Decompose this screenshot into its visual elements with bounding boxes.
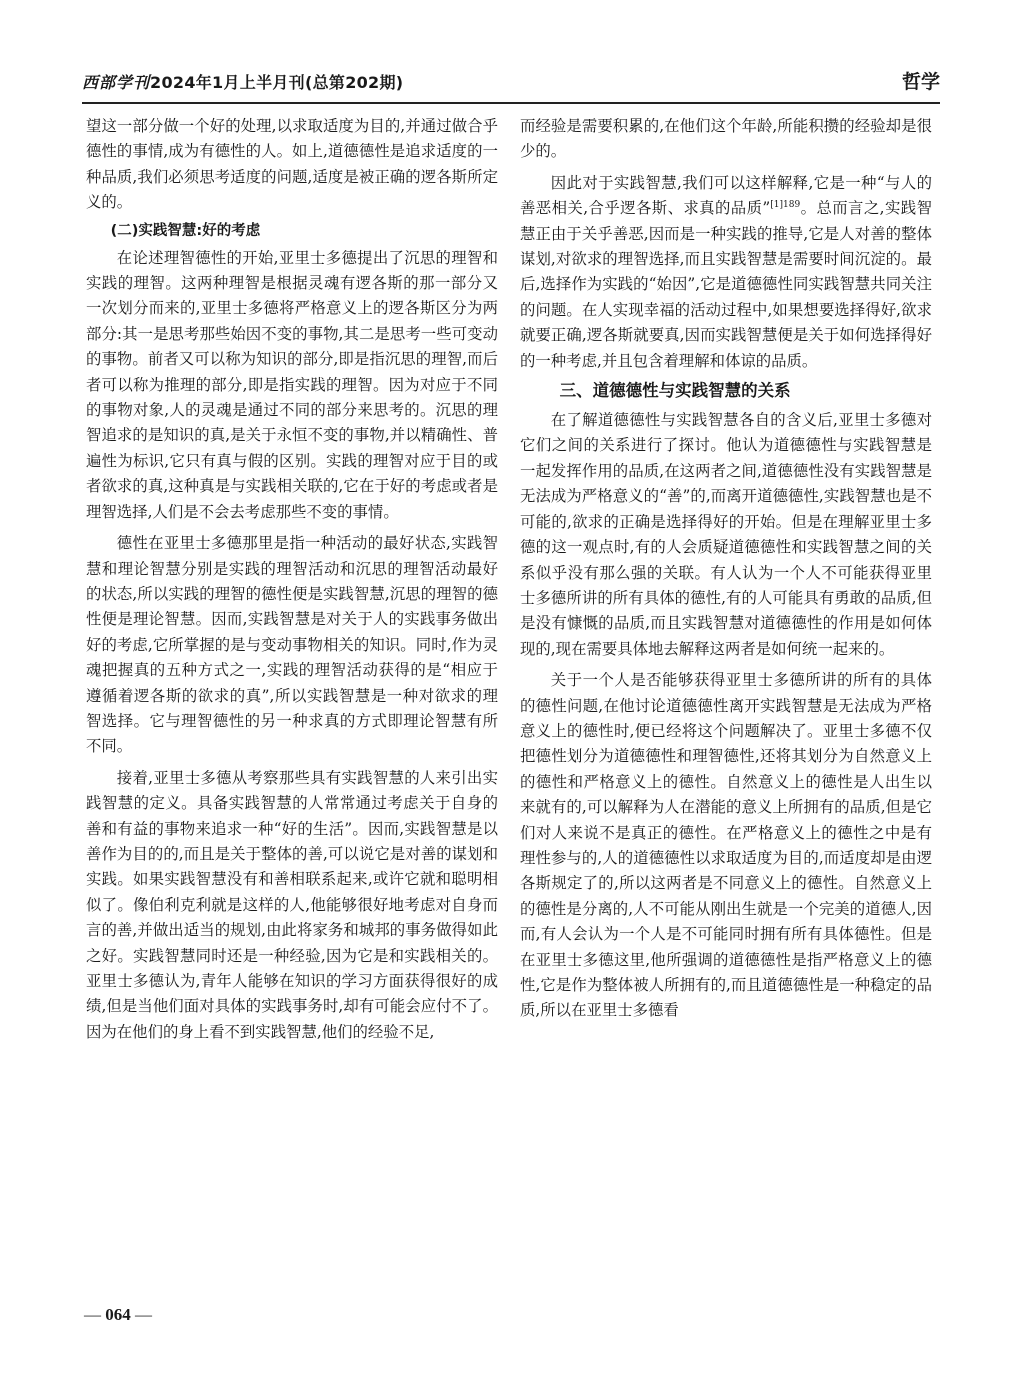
page-number-dash: — — [84, 1305, 101, 1324]
paragraph-text: 因此对于实践智慧,我们可以这样解释,它是一种“与人的善恶相关,合乎逻各斯、求真的品质” — [520, 173, 932, 218]
citation: [1]189 — [770, 200, 801, 211]
paragraph: 关于一个人是否能够获得亚里士多德所讲的所有的具体的德性问题,在他讨论道德德性离开实践智慧是无法成为严格意义上的德性时,便已经将这个问题解决了。亚里士多德不仅把德性划分为道德德性和理智德性,还将其划分为自然意义上的德性和严格意义上的德性。自然意义上的德性是人出生以来就有的,可以解释为人在潜能的意义上所拥有的品质,但是它们对人来说不是真正的德性。在严格意义上的德性之中是有理性参与的,人的道德德性以求取适度为目的,而适度却是由逻各斯规定了的,所以这两者是不同意义上的德性。自然意义上的德性是分离的,人不可能从刚出生就是一个完美的道德人,因而,有人会认为一个人是不可能同时拥有所有具体德性。但是在亚里士多德这里,他所强调的道德德性是指严格意义上的德性,它是作为整体被人所拥有的,而且道德德性是一种稳定的品质,所以在亚里士多德看 — [520, 671, 932, 1020]
paragraph: 在论述理智德性的开始,亚里士多德提出了沉思的理智和实践的理智。这两种理智是根据灵魂有逻各斯的那一部分又一次划分而来的,亚里士多德将严格意义上的逻各斯区分为两部分:其一是思考那些始因不变的事物,其二是思考一些可变动的事物。前者又可以称为知识的部分,即是指沉思的理智,而后者可以称为推理的部分,即是指实践的理智。因为对应于不同的事物对象,人的灵魂是通过不同的部分来思考的。沉思的理智追求的是知识的真,是关于永恒不变的事物,并以精确性、普遍性为标识,它只有真与假的区别。实践的理智对应于目的或者欲求的真,这种真是与实践相关联的,它在于好的考虑或者是理智选择,人们是不会去考虑那些不变的事情。 — [86, 248, 498, 521]
paragraph: 在了解道德德性与实践智慧各自的含义后,亚里士多德对它们之间的关系进行了探讨。他认为道德德性与实践智慧是一起发挥作用的品质,在这两者之间,道德德性没有实践智慧是无法成为严格意义的“善”的,而离开道德德性,实践智慧也是不可能的,欲求的正确是选择得好的开始。但是在理解亚里士多德的这一观点时,有的人会质疑道德德性和实践智慧之间的关系似乎没有那么强的关联。有人认为一个人不可能获得亚里士多德所讲的所有具体的德性,有的人可能具有勇敢的品质,但是没有慷慨的品质,而且实践智慧对道德德性的作用是如何体现的,现在需要具体地去解释这两者是如何统一起来的。 — [520, 411, 932, 658]
paragraph-text: 。总而言之,实践智慧正由于关乎善恶,因而是一种实践的推导,它是人对善的整体谋划,对欲求的理智选择,而且实践智慧是需要时间沉淀的。最后,选择作为实践的“始因”,它是道德德性同实践智慧共同关注的问题。在人实现幸福的活动过程中,如果想要选择得好,欲求就要正确,逻各斯就要真,因而实践智慧便是关于如何选择得好的一种考虑,并且包含着理解和体谅的品质。 — [520, 199, 932, 370]
page-number-dash: — — [135, 1305, 152, 1324]
journal-logo: 西部学刊 — [82, 73, 151, 92]
paragraph: 而经验是需要积累的,在他们这个年龄,所能积攒的经验却是很少的。 — [520, 117, 932, 161]
page-header — [82, 72, 940, 104]
paragraph-with-citation — [520, 171, 932, 374]
paragraph: 德性在亚里士多德那里是指一种活动的最好状态,实践智慧和理论智慧分别是实践的理智活动和沉思的理智活动最好的状态,所以实践的理智的德性便是实践智慧,沉思的理智的德性便是理论智慧。因而,实践智慧是对关于人的实践事务做出好的考虑,它所掌握的是与变动事物相关的知识。同时,作为灵魂把握真的五种方式之一,实践的理智活动获得的是“相应于遵循着逻各斯的欲求的真”,所以实践智慧是一种对欲求的理智选择。它与理智德性的另一种求真的方式即理论智慧有所不同。 — [86, 534, 498, 756]
paragraph: 接着,亚里士多德从考察那些具有实践智慧的人来引出实践智慧的定义。具备实践智慧的人常常通过考虑关于自身的善和有益的事物来追求一种“好的生活”。因而,实践智慧是以善作为目的的,而且是关于整体的善,可以说它是对善的谋划和实践。如果实践智慧没有和善相联系起来,或许它就和聪明相似了。像伯利克利就是这样的人,他能够很好地考虑对自身而言的善,并做出适当的规划,由此将家务和城邦的事务做得如此之好。实践智慧同时还是一种经验,因为它是和实践相关的。亚里士多德认为,青年人能够在知识的学习方面获得很好的成绩,但是当他们面对具体的实践事务时,却有可能会应付不了。因为在他们的身上看不到实践智慧,他们的经验不足, — [86, 768, 498, 1041]
section-heading: 三、道德德性与实践智慧的关系 — [559, 381, 791, 401]
left-column — [86, 114, 498, 1048]
paragraph: 望这一部分做一个好的处理,以求取适度为目的,并通过做合乎德性的事情,成为有德性的人。如上,道德德性是追求适度的一种品质,我们必须思考适度的问题,适度是被正确的逻各斯所定义的。 — [86, 117, 498, 212]
subsection-heading: (二)实践智慧:好的考虑 — [110, 222, 261, 239]
page-number-value: 064 — [105, 1305, 131, 1324]
issue-info: 2024年1月上半月刊(总第202期) — [150, 73, 404, 92]
right-column — [520, 114, 932, 1027]
page-number — [84, 1305, 152, 1325]
section-name: 哲学 — [901, 71, 940, 93]
journal-issue-line — [82, 72, 403, 94]
